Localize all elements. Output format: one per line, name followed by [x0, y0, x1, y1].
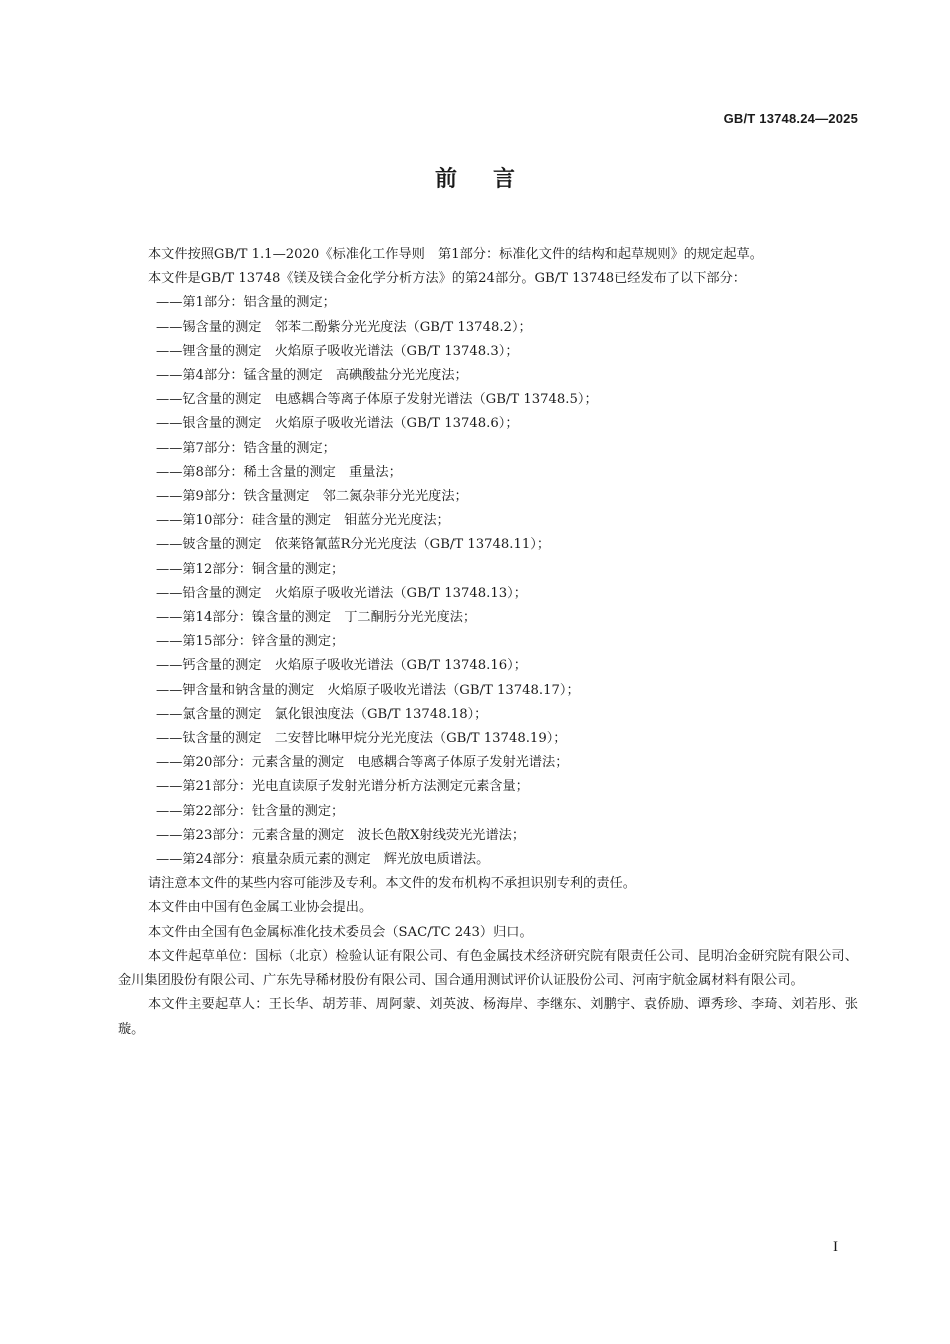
- list-item: ——铍含量的测定 依莱铬氰蓝R分光光度法（GB/T 13748.11）；: [156, 537, 551, 553]
- list-item: ——银含量的测定 火焰原子吸收光谱法（GB/T 13748.6）；: [156, 416, 519, 432]
- paragraph-drafting-rules: 本文件按照GB/T 1.1—2020《标准化工作导则 第1部分：标准化文件的结构和起草规则》的规定起草。: [148, 247, 763, 262]
- list-item: ——第9部分：铁含量测定 邻二氮杂菲分光光度法；: [156, 489, 468, 505]
- paragraph-committee: 本文件由全国有色金属标准化技术委员会（SAC/TC 243）归口。: [148, 924, 533, 940]
- list-item: ——第4部分：锰含量的测定 高碘酸盐分光光度法；: [156, 368, 468, 384]
- list-item: ——氯含量的测定 氯化银浊度法（GB/T 13748.18）；: [156, 706, 488, 722]
- list-item: ——铅含量的测定 火焰原子吸收光谱法（GB/T 13748.13）；: [156, 585, 527, 601]
- list-item: ——钾含量和钠含量的测定 火焰原子吸收光谱法（GB/T 13748.17）；: [156, 682, 580, 698]
- list-item: ——第23部分：元素含量的测定 波长色散X射线荧光光谱法；: [156, 827, 526, 843]
- page-title: 前言: [434, 167, 551, 192]
- list-item: ——第7部分：锆含量的测定；: [156, 440, 336, 456]
- foreword-body: [118, 243, 858, 1042]
- page-number: I: [833, 1239, 838, 1255]
- list-item: ——第12部分：铜含量的测定；: [156, 561, 345, 577]
- paragraph-drafting-units: 本文件起草单位：国标（北京）检验认证有限公司、有色金属技术经济研究院有限责任公司、昆明冶金研究院有限公司、金川集团股份有限公司、广东先导稀材股份有限公司、国合通用测试评价认证股份公司、河南宇航金属材料有限公司。: [118, 948, 858, 989]
- list-item: ——锂含量的测定 火焰原子吸收光谱法（GB/T 13748.3）；: [156, 343, 519, 359]
- list-item: ——第20部分：元素含量的测定 电感耦合等离子体原子发射光谱法；: [156, 755, 569, 771]
- list-item: ——钙含量的测定 火焰原子吸收光谱法（GB/T 13748.16）；: [156, 658, 527, 674]
- list-item: ——第8部分：稀土含量的测定 重量法；: [156, 464, 402, 480]
- paragraph-proposer: 本文件由中国有色金属工业协会提出。: [148, 900, 373, 916]
- standard-number: GB/T 13748.24—2025: [723, 111, 858, 126]
- list-item: ——第1部分：铝含量的测定；: [156, 295, 336, 311]
- paragraph-series-intro: 本文件是GB/T 13748《镁及镁合金化学分析方法》的第24部分。GB/T 13748已经发布了以下部分：: [148, 271, 746, 287]
- list-item: ——第24部分：痕量杂质元素的测定 辉光放电质谱法。: [156, 852, 490, 868]
- list-item: ——第15部分：锌含量的测定；: [156, 634, 345, 650]
- list-item: ——钇含量的测定 电感耦合等离子体原子发射光谱法（GB/T 13748.5）；: [156, 392, 598, 408]
- list-item: ——锡含量的测定 邻苯二酚紫分光光度法（GB/T 13748.2）；: [156, 319, 532, 335]
- list-item: ——第10部分：硅含量的测定 钼蓝分光光度法；: [156, 513, 450, 529]
- list-item: ——钛含量的测定 二安替比啉甲烷分光光度法（GB/T 13748.19）；: [156, 731, 567, 747]
- list-item: ——第21部分：光电直读原子发射光谱分析方法测定元素含量；: [156, 779, 529, 795]
- parts-list: [118, 291, 858, 872]
- list-item: ——第14部分：镍含量的测定 丁二酮肟分光光度法；: [156, 610, 477, 626]
- paragraph-patent-notice: 请注意本文件的某些内容可能涉及专利。本文件的发布机构不承担识别专利的责任。: [148, 876, 636, 892]
- paragraph-drafters: 本文件主要起草人：王长华、胡芳菲、周阿蒙、刘英波、杨海岸、李继东、刘鹏宇、袁侨励、谭秀珍、李琦、刘若彤、张璇。: [118, 997, 858, 1037]
- list-item: ——第22部分：钍含量的测定；: [156, 803, 345, 819]
